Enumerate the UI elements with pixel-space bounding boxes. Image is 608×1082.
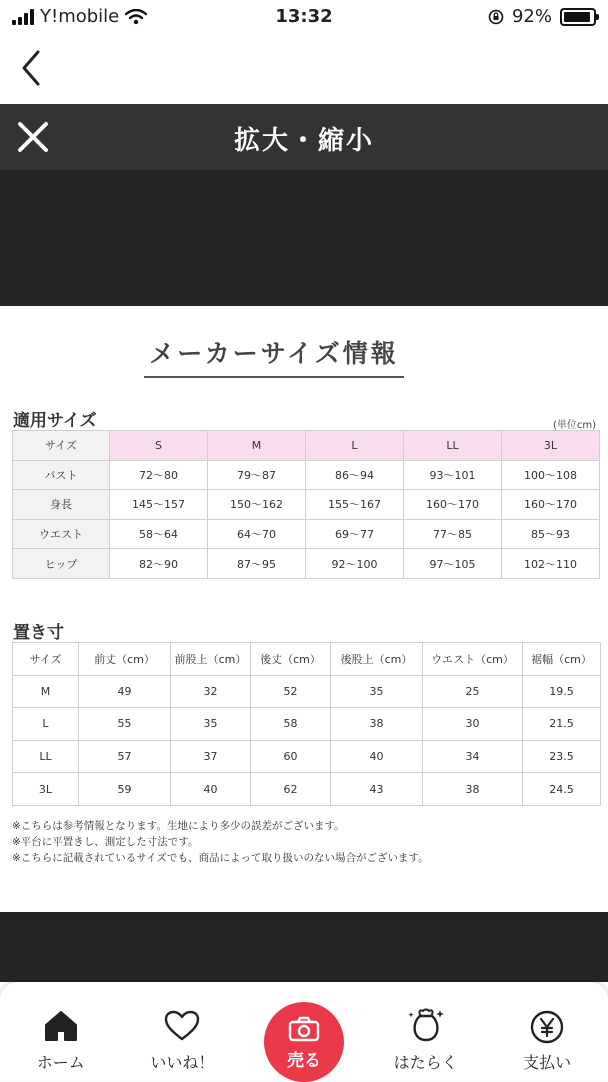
table-cell: 87〜95 <box>208 549 306 579</box>
table-row <box>13 740 601 773</box>
measurement-table <box>12 642 601 806</box>
orientation-lock-icon <box>488 9 504 25</box>
table-cell: 102〜110 <box>502 549 600 579</box>
viewer-bottom-area <box>0 912 608 982</box>
battery-group <box>488 6 596 27</box>
table-cell: 49 <box>79 675 171 708</box>
table-cell: 35 <box>331 675 423 708</box>
table-cell: 37 <box>171 740 251 773</box>
carrier-name: Y!mobile <box>40 6 120 27</box>
status-bar <box>0 0 608 34</box>
note-line: ※こちらは参考情報となります。生地により多少の誤差がございます。 <box>12 820 345 832</box>
table-row-label: 身長 <box>13 490 110 520</box>
table-cell: 40 <box>171 773 251 806</box>
tab-pay[interactable] <box>486 982 608 1080</box>
table-row <box>13 490 600 520</box>
table-header-cell: M <box>208 431 306 461</box>
sell-button[interactable] <box>264 1002 344 1082</box>
table-header-cell: S <box>110 431 208 461</box>
sell-label: 売る <box>287 1051 321 1071</box>
table-cell: 24.5 <box>523 773 601 806</box>
table-cell: 92〜100 <box>306 549 404 579</box>
tab-work-label: はたらく <box>393 1053 458 1072</box>
table-cell: 21.5 <box>523 708 601 741</box>
back-button[interactable] <box>14 46 54 90</box>
table-cell: 86〜94 <box>306 460 404 490</box>
table-row <box>13 549 600 579</box>
table-header-row <box>13 643 601 676</box>
table-header-cell: LL <box>404 431 502 461</box>
table-cell: 85〜93 <box>502 519 600 549</box>
note-line: ※こちらに記載されているサイズでも、商品によって取り扱いのない場合がございます。 <box>12 852 429 864</box>
battery-percent: 92% <box>511 6 552 27</box>
tab-pay-label: 支払い <box>523 1053 572 1072</box>
table-cell: 30 <box>423 708 523 741</box>
table-cell: 59 <box>79 773 171 806</box>
table-cell: 40 <box>331 740 423 773</box>
tab-home-label: ホーム <box>36 1053 85 1072</box>
table-cell: 43 <box>331 773 423 806</box>
table-cell: 64〜70 <box>208 519 306 549</box>
yen-icon <box>530 1010 564 1044</box>
table-cell: 160〜170 <box>502 490 600 520</box>
table-header-cell: 前丈（cm） <box>79 643 171 676</box>
table-row <box>13 773 601 806</box>
viewer-header <box>0 104 608 170</box>
size-table <box>12 430 600 579</box>
table-row-label: 3L <box>13 773 79 806</box>
table-cell: 155〜167 <box>306 490 404 520</box>
table-row <box>13 708 601 741</box>
table-row-label: バスト <box>13 460 110 490</box>
table-cell: 35 <box>171 708 251 741</box>
table-cell: 23.5 <box>523 740 601 773</box>
table-cell: 93〜101 <box>404 460 502 490</box>
notes <box>12 818 429 866</box>
table-cell: 150〜162 <box>208 490 306 520</box>
table-header-cell: サイズ <box>13 431 110 461</box>
table-header-cell: L <box>306 431 404 461</box>
table-cell: 19.5 <box>523 675 601 708</box>
camera-icon <box>288 1016 320 1042</box>
table-cell: 57 <box>79 740 171 773</box>
image-viewer <box>0 104 608 306</box>
applicable-size-title: 適用サイズ <box>13 411 97 431</box>
table-cell: 58 <box>251 708 331 741</box>
table-cell: 52 <box>251 675 331 708</box>
table-cell: 62 <box>251 773 331 806</box>
table-cell: 160〜170 <box>404 490 502 520</box>
tab-likes[interactable] <box>122 982 244 1080</box>
tab-home[interactable] <box>0 982 122 1080</box>
table-cell: 55 <box>79 708 171 741</box>
maker-size-title: メーカーサイズ情報 <box>144 334 404 378</box>
viewer-title: 拡大・縮小 <box>233 126 374 156</box>
measurement-title: 置き寸 <box>13 623 64 643</box>
table-row-label: LL <box>13 740 79 773</box>
table-row <box>13 460 600 490</box>
money-bag-icon <box>406 1006 446 1044</box>
table-header-cell: 3L <box>502 431 600 461</box>
bottom-tab-bar <box>0 982 608 1080</box>
table-header-row <box>13 431 600 461</box>
table-header-cell: 前股上（cm） <box>171 643 251 676</box>
table-cell: 58〜64 <box>110 519 208 549</box>
table-cell: 72〜80 <box>110 460 208 490</box>
table-header-cell: 後丈（cm） <box>251 643 331 676</box>
table-header-cell: ウエスト（cm） <box>423 643 523 676</box>
table-cell: 77〜85 <box>404 519 502 549</box>
table-header-cell: 裾幅（cm） <box>523 643 601 676</box>
table-cell: 79〜87 <box>208 460 306 490</box>
nav-bar <box>0 34 608 104</box>
table-cell: 34 <box>423 740 523 773</box>
table-row <box>13 519 600 549</box>
table-header-cell: 後股上（cm） <box>331 643 423 676</box>
table-row-label: ヒップ <box>13 549 110 579</box>
unit-note: (単位cm) <box>552 420 596 431</box>
tab-work[interactable] <box>365 982 487 1080</box>
table-cell: 69〜77 <box>306 519 404 549</box>
status-time: 13:32 <box>275 6 333 27</box>
table-cell: 25 <box>423 675 523 708</box>
table-row-label: L <box>13 708 79 741</box>
size-chart-image[interactable] <box>0 306 608 912</box>
heart-icon <box>164 1010 200 1042</box>
table-cell: 145〜157 <box>110 490 208 520</box>
table-cell: 60 <box>251 740 331 773</box>
table-row-label: ウエスト <box>13 519 110 549</box>
table-cell: 82〜90 <box>110 549 208 579</box>
table-row <box>13 675 601 708</box>
table-cell: 97〜105 <box>404 549 502 579</box>
battery-icon <box>560 8 596 26</box>
table-header-cell: サイズ <box>13 643 79 676</box>
tab-likes-label: いいね！ <box>150 1053 215 1072</box>
home-icon <box>44 1010 78 1042</box>
table-cell: 100〜108 <box>502 460 600 490</box>
table-row-label: M <box>13 675 79 708</box>
note-line: ※平台に平置きし、測定した寸法です。 <box>12 836 199 848</box>
chevron-left-icon <box>14 46 54 90</box>
table-cell: 38 <box>423 773 523 806</box>
table-cell: 32 <box>171 675 251 708</box>
table-cell: 38 <box>331 708 423 741</box>
